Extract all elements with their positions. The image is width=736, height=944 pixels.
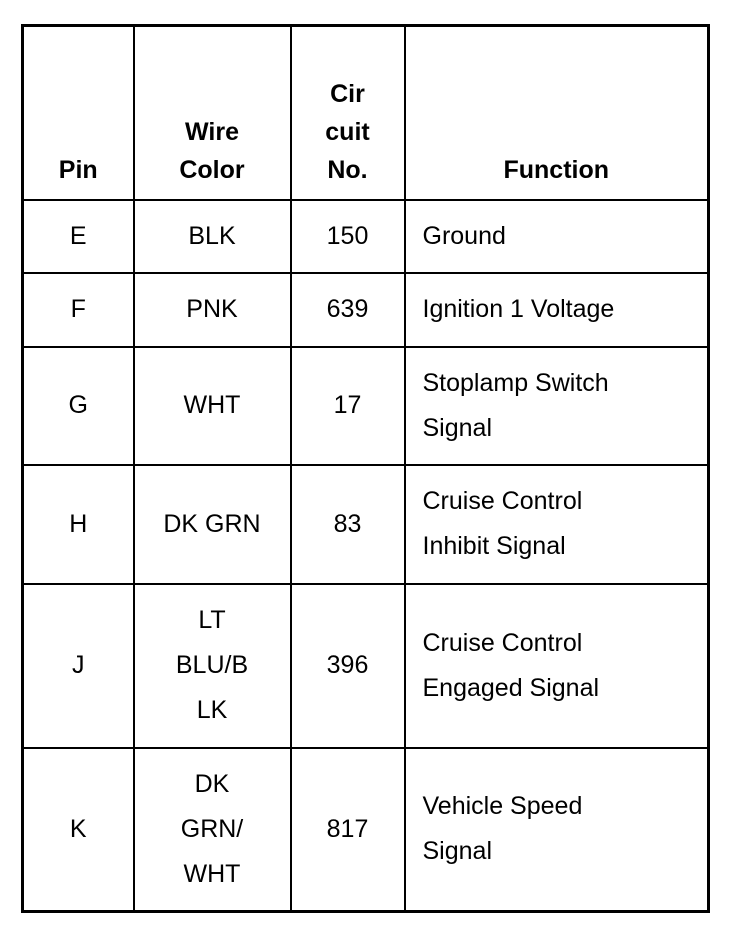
- wire-color-cell: [134, 465, 291, 584]
- header-function: [405, 26, 709, 200]
- function-line: Cruise Control: [422, 628, 583, 657]
- function-cell: [405, 200, 709, 273]
- header-circuit-no: [291, 26, 405, 200]
- header-circuit-line: Cir: [330, 79, 365, 108]
- pin-cell: J: [23, 584, 134, 748]
- wire-color-line: DK GRN: [163, 509, 261, 538]
- circuit-cell: 150: [291, 200, 405, 273]
- circuit-cell: 396: [291, 584, 405, 748]
- circuit-cell: 639: [291, 273, 405, 347]
- function-line: Vehicle Speed: [422, 792, 583, 820]
- pin-cell: E: [23, 200, 134, 273]
- table-row: [23, 465, 709, 584]
- wire-color-line: WHT: [183, 859, 241, 888]
- circuit-cell: 17: [291, 347, 405, 465]
- circuit-cell: 83: [291, 465, 405, 584]
- function-line: Cruise Control: [422, 487, 583, 515]
- function-line: Inhibit Signal: [422, 532, 566, 560]
- table-row: [23, 748, 709, 912]
- function-line: Signal: [422, 837, 492, 865]
- function-cell: [405, 748, 709, 912]
- circuit-cell: 817: [291, 748, 405, 912]
- function-line: Stoplamp Switch: [422, 368, 609, 397]
- wire-color-line: DK: [194, 769, 230, 798]
- pin-cell: H: [23, 465, 134, 584]
- function-line: Signal: [422, 413, 492, 442]
- function-line: Engaged Signal: [422, 673, 600, 702]
- wire-color-cell: [134, 200, 291, 273]
- header-pin: [23, 26, 134, 200]
- wire-color-line: GRN/: [180, 814, 244, 843]
- connector-pinout-table: [21, 24, 710, 913]
- wire-color-line: BLK: [188, 221, 236, 250]
- pin-cell: G: [23, 347, 134, 465]
- wire-color-line: WHT: [183, 391, 241, 419]
- wire-color-line: BLU/B: [175, 651, 249, 679]
- function-line: Ground: [422, 221, 506, 250]
- table-row: [23, 347, 709, 465]
- wire-color-line: PNK: [186, 295, 238, 323]
- header-function-label: Function: [503, 155, 610, 184]
- pin-cell: F: [23, 273, 134, 347]
- header-circuit-line: No.: [327, 155, 368, 184]
- wire-color-cell: [134, 273, 291, 347]
- header-wire-color-line: Color: [179, 155, 245, 184]
- function-cell: [405, 584, 709, 748]
- wire-color-line: LT: [198, 606, 226, 634]
- function-cell: [405, 465, 709, 584]
- header-wire-color-line: Wire: [185, 117, 239, 146]
- table-row: [23, 200, 709, 273]
- header-pin-label: Pin: [58, 155, 98, 184]
- wire-color-cell: [134, 347, 291, 465]
- pin-cell: K: [23, 748, 134, 912]
- wire-color-cell: [134, 748, 291, 912]
- function-cell: [405, 347, 709, 465]
- header-circuit-line: cuit: [325, 117, 370, 146]
- wire-color-line: LK: [196, 696, 228, 724]
- function-line: Ignition 1 Voltage: [422, 295, 615, 323]
- function-cell: [405, 273, 709, 347]
- header-row: [23, 26, 709, 200]
- table-row: [23, 584, 709, 748]
- header-wire-color: [134, 26, 291, 200]
- table-row: [23, 273, 709, 347]
- wire-color-cell: [134, 584, 291, 748]
